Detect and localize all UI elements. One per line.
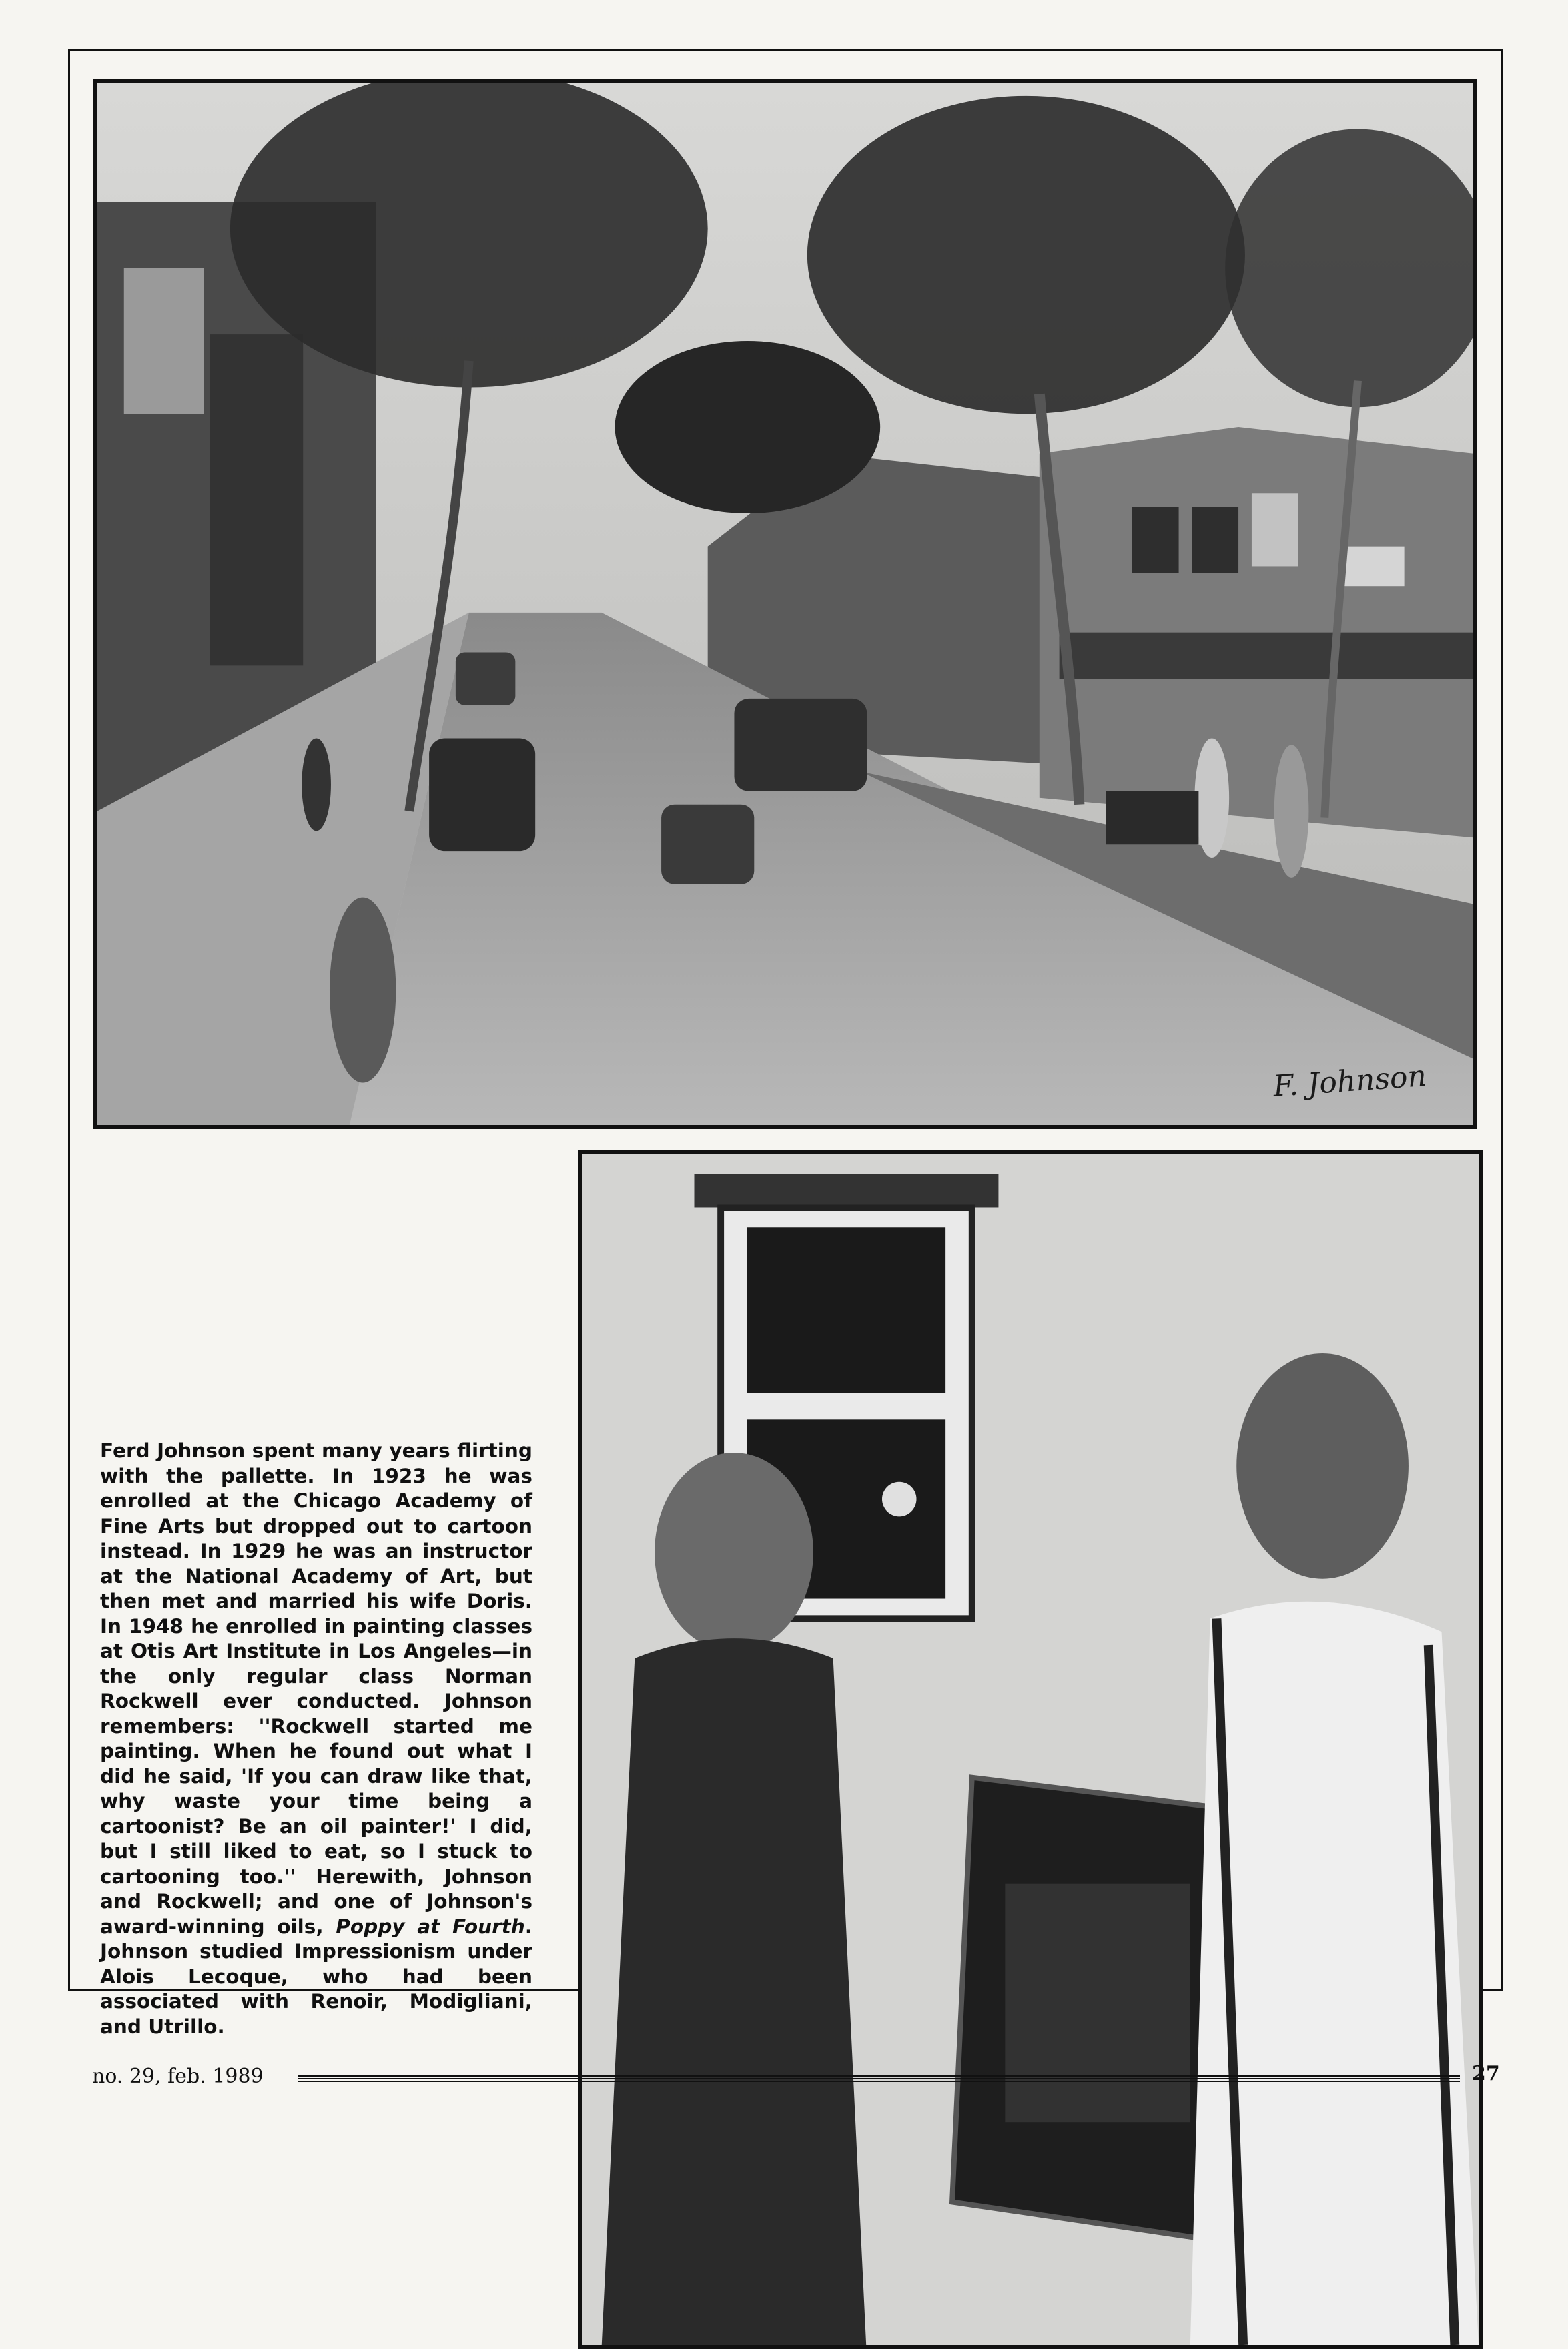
photo-illustration [582,1154,1479,2345]
footer-rule [298,2075,1460,2082]
caption-text-end: . Johnson studied Impressionism under Alois Lecoque, who had been associated with Renoir, Modigliani, and Utrillo. [100,1915,532,2038]
street-scene-painting [93,79,1477,1129]
page-number: 27 [1472,2062,1500,2085]
painting-title: Poppy at Fourth [336,1915,525,1938]
photo-caption [100,1439,532,2039]
painter-signature: F. Johnson [1272,1059,1428,1104]
painting-illustration [97,83,1473,1125]
caption-text-start: Ferd Johnson spent many years flirting with the pallette. In 1923 he was enrolled at the Chicago Academy of Fine Arts but dropped out to cartoon instead. In 1929 he was an instructor at the National Academy of Art, but then met and married his wife Doris. In 1948 he enrolled in painting classes at Otis Art Institute in Los Angeles—in the only regular class Norman Rockwell ever conducted. Johnson remembers: ''Rockwell started me painting. When he found out what I did he said, 'If you can draw like that, why waste your time being a cartoonist? Be an oil painter!' I did, but I still liked to eat, so I stuck to cartooning too.'' Herewith, Johnson and Rockwell; and one of Johnson's award-winning oils, [100,1439,532,1938]
johnson-rockwell-photo [578,1150,1483,2349]
issue-date: no. 29, feb. 1989 [92,2065,264,2088]
